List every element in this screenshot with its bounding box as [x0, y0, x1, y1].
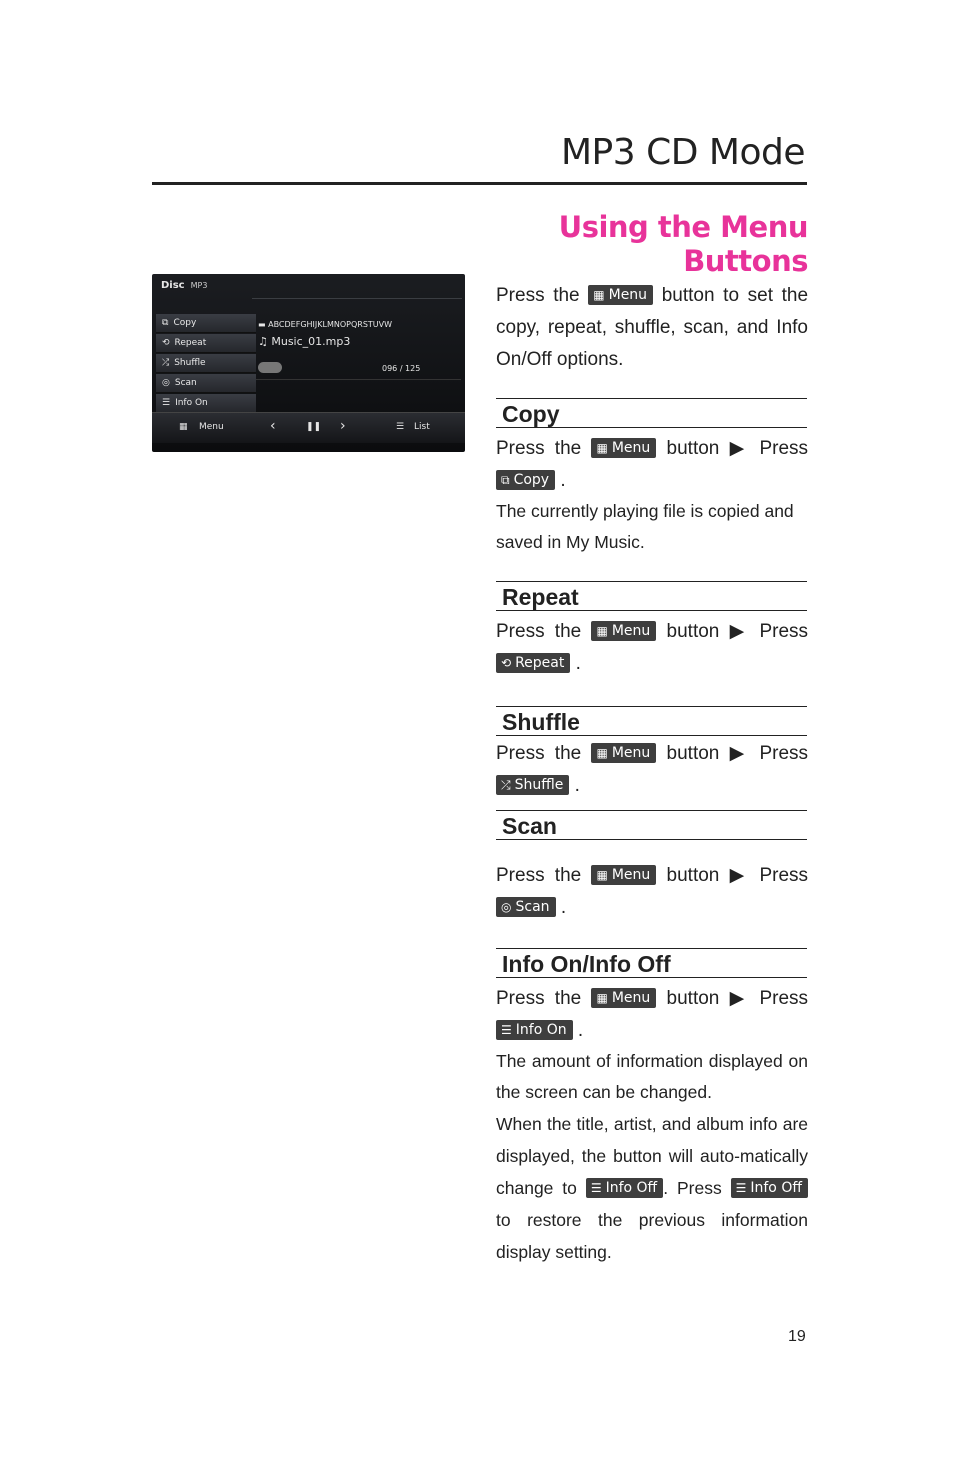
info-icon: ☰ — [590, 1181, 602, 1195]
scan-instruction-line: Press the ▦ Menu button ▶ Press — [496, 865, 809, 886]
track-counter: 096 / 125 — [382, 364, 421, 373]
subheading-repeat: Repeat — [496, 581, 807, 611]
menu-grid-icon: ▦ — [596, 624, 608, 638]
screen-menu-scan[interactable]: ◎ Scan — [156, 374, 256, 393]
info-off-button[interactable]: ☰ Info Off — [586, 1178, 663, 1198]
info-icon: ☰ — [162, 398, 171, 408]
repeat-icon: ⟲ — [501, 656, 512, 670]
menu-button[interactable]: ▦ Menu — [591, 988, 656, 1008]
subheading-shuffle: Shuffle — [496, 706, 807, 736]
arrow-right-icon: ▶ — [729, 743, 750, 764]
arrow-right-icon: ▶ — [729, 988, 750, 1009]
cd-icon — [258, 362, 282, 373]
menu-button[interactable]: ▦ Menu — [591, 865, 656, 885]
repeat-button[interactable]: ⟲ Repeat — [496, 653, 570, 673]
screen-header: Disc MP3 — [161, 280, 208, 291]
screen-bottom-bar — [152, 412, 465, 443]
track-title: ▬ ABCDEFGHIJKLMNOPQRSTUVW — [258, 320, 393, 329]
section-heading: Using the Menu Buttons — [558, 210, 808, 278]
info-off-button[interactable]: ☰ Info Off — [731, 1178, 808, 1198]
copy-note: The currently playing file is copied and saved in My Music. — [496, 501, 794, 552]
menu-grid-icon: ▦ — [596, 746, 608, 760]
scan-icon: ◎ — [501, 900, 512, 914]
arrow-right-icon: ▶ — [729, 621, 750, 642]
menu-button[interactable]: ▦ Menu — [591, 438, 656, 458]
scan-button[interactable]: ◎ Scan — [496, 897, 556, 917]
head-unit-screenshot — [152, 274, 465, 452]
arrow-right-icon: ▶ — [729, 438, 750, 459]
subheading-copy: Copy — [496, 398, 807, 428]
menu-grid-icon: ▦ — [596, 868, 608, 882]
pause-icon[interactable]: ❚❚ — [306, 422, 322, 432]
repeat-icon: ⟲ — [162, 338, 170, 348]
subheading-info: Info On/Info Off — [496, 948, 807, 978]
intro-paragraph: Press the ▦ Menu button to set the copy, repeat, shuffle, scan, and Info On/Off options. — [496, 285, 809, 370]
track-file: ♫ Music_01.mp3 — [258, 335, 351, 348]
info-icon: ☰ — [735, 1181, 747, 1195]
scan-instruction-target: ◎ Scan . — [496, 892, 808, 924]
copy-button[interactable]: ⧉ Copy — [496, 470, 555, 490]
subheading-scan: Scan — [496, 810, 807, 840]
info-on-button[interactable]: ☰ Info On — [496, 1020, 573, 1040]
info-note-1: The amount of information displayed on the screen can be changed. — [496, 1051, 808, 1102]
info-instruction-target: ☰ Info On . — [496, 1015, 808, 1047]
menu-grid-icon: ▦ — [596, 991, 608, 1005]
menu-button[interactable]: ▦ Menu — [591, 621, 656, 641]
menu-button[interactable]: ▦ Menu — [591, 743, 656, 763]
arrow-right-icon: ▶ — [729, 865, 750, 886]
info-icon: ☰ — [501, 1023, 512, 1037]
page-number: 19 — [788, 1328, 806, 1345]
screen-list-button[interactable]: List — [414, 422, 430, 432]
screen-menu-shuffle[interactable]: ⤮ Shuffle — [156, 354, 256, 373]
screen-menu-copy[interactable]: ⧉ Copy — [156, 314, 256, 333]
info-instruction-line: Press the ▦ Menu button ▶ Press — [496, 988, 809, 1009]
shuffle-instruction-line: Press the ▦ Menu button ▶ Press — [496, 743, 809, 764]
copy-icon: ⧉ — [501, 473, 510, 487]
repeat-instruction-target: ⟲ Repeat . — [496, 648, 808, 680]
disc-icon: ▬ — [258, 320, 269, 329]
page-title: MP3 CD Mode — [560, 132, 805, 173]
shuffle-icon: ⤮ — [501, 778, 511, 792]
menu-grid-icon: ▦ — [596, 441, 608, 455]
screen-menu-repeat[interactable]: ⟲ Repeat — [156, 334, 256, 353]
copy-icon: ⧉ — [162, 318, 169, 328]
prev-icon[interactable]: ‹ — [270, 418, 276, 434]
next-icon[interactable]: › — [340, 418, 346, 434]
menu-button[interactable]: ▦ Menu — [588, 285, 653, 305]
title-rule — [152, 182, 807, 185]
list-icon: ☰ — [396, 422, 405, 432]
copy-instruction-target: ⧉ Copy . — [496, 465, 808, 497]
menu-grid-icon: ▦ — [593, 288, 605, 302]
shuffle-icon: ⤮ — [162, 358, 170, 368]
screen-menu-button[interactable]: Menu — [199, 422, 224, 432]
music-note-icon: ♫ — [258, 335, 272, 348]
screen-menu-info-on[interactable]: ☰ Info On — [156, 394, 256, 413]
scan-icon: ◎ — [162, 378, 170, 388]
screen-menu-grid-icon: ▦ — [179, 422, 188, 432]
shuffle-instruction-target: ⤮ Shuffle . — [496, 770, 808, 802]
shuffle-button[interactable]: ⤮ Shuffle — [496, 775, 569, 795]
repeat-instruction-line: Press the ▦ Menu button ▶ Press — [496, 621, 809, 642]
copy-instruction-line: Press the ▦ Menu button ▶ Press — [496, 438, 809, 459]
info-note-2: When the title, artist, and album info are displayed, the button will auto-matically change to ☰ Info Off . Press ☰ Info Off to restore the previous information display setting. — [496, 1114, 808, 1262]
